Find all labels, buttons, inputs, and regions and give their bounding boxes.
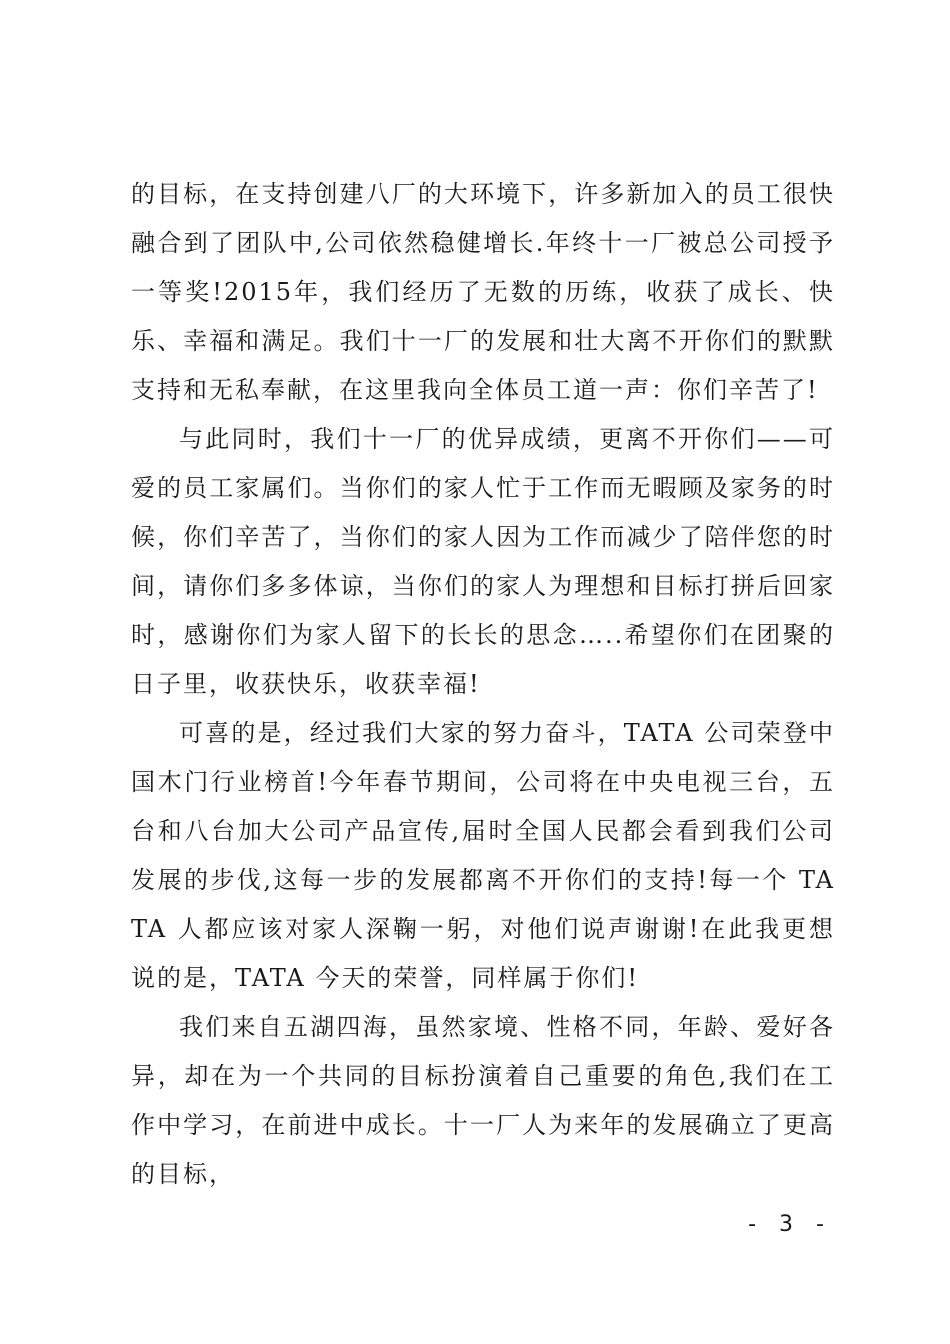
paragraph-4: 我们来自五湖四海，虽然家境、性格不同，年龄、爱好各异，却在为一个共同的目标扮演着自己重要的角色,我们在工作中学习，在前进中成长。十一厂人为来年的发展确立了更高的目标， — [131, 1013, 835, 1188]
page-number: - 3 - — [748, 1212, 832, 1237]
paragraph-1: 的目标，在支持创建八厂的大环境下，许多新加入的员工很快融合到了团队中,公司依然稳健增长.年终十一厂被总公司授予一等奖!2015年，我们经历了无数的历练，收获了成长、快乐、幸福和满足。我们十一厂的发展和壮大离不开你们的默默支持和无私奉献，在这里我向全体员工道一声：你们辛苦了! — [131, 180, 835, 404]
paragraph-2: 与此同时，我们十一厂的优异成绩，更离不开你们——可爱的员工家属们。当你们的家人忙于工作而无暇顾及家务的时候，你们辛苦了，当你们的家人因为工作而减少了陪伴您的时间，请你们多多体谅，当你们的家人为理想和目标打拼后回家时，感谢你们为家人留下的长长的思念…..希望你们在团聚的日子里，收获快乐，收获幸福! — [131, 425, 835, 698]
paragraph-3: 可喜的是，经过我们大家的努力奋斗，TATA 公司荣登中国木门行业榜首!今年春节期间，公司将在中央电视三台，五台和八台加大公司产品宣传,届时全国人民都会看到我们公司发展的步伐,这每一步的发展都离不开你们的支持!每一个 TATA 人都应该对家人深鞠一躬，对他们说声谢谢!在此我更想说的是，TATA 今天的荣誉，同样属于你们! — [131, 719, 835, 992]
document-body — [131, 170, 835, 1199]
